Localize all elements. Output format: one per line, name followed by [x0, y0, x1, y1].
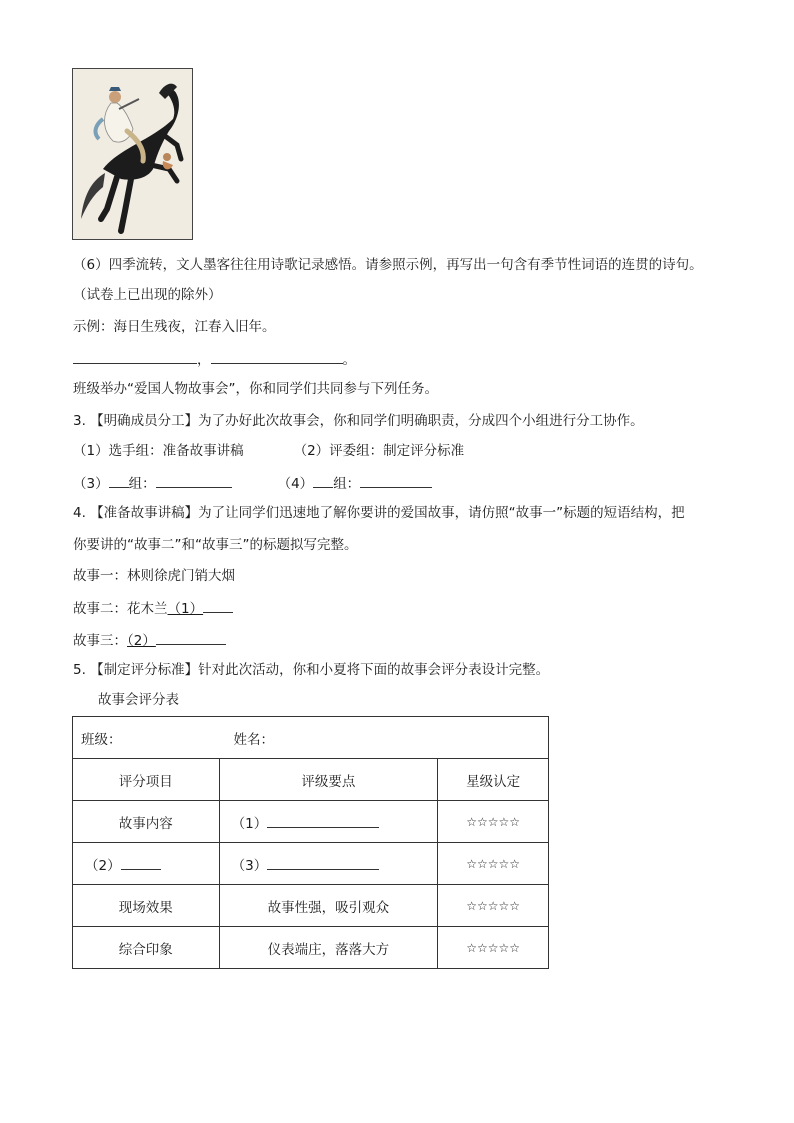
q4-story-3-marker: （2）: [127, 633, 156, 649]
row1-points-blank[interactable]: [267, 812, 379, 828]
q4-story-2-blank[interactable]: [203, 597, 233, 613]
intro-text: 班级举办“爱国人物故事会”，你和同学们共同参与下列任务。: [73, 381, 438, 397]
q4-story-2-label: 故事二：花木兰: [73, 601, 168, 617]
row3-stars: ☆☆☆☆☆: [438, 885, 549, 927]
row3-points: 故事性强，吸引观众: [219, 885, 438, 927]
header-item: 评分项目: [73, 759, 220, 801]
q3-group-3-label: （3）: [73, 476, 109, 492]
score-table-title: 故事会评分表: [98, 692, 179, 708]
row2-item-blank[interactable]: [121, 854, 161, 870]
q4-line1: 4. 【准备故事讲稿】为了让同学们迅速地了解你要讲的爱国故事，请仿照“故事一”标题的短语结构，把: [73, 505, 685, 521]
horse-rider-painting: [73, 69, 193, 240]
q6-line2: （试卷上已出现的除外）: [73, 287, 222, 303]
q3-text: 3. 【明确成员分工】为了办好此次故事会，你和同学们明确职责，分成四个小组进行分工协作。: [73, 413, 644, 429]
q3-group-3-blank[interactable]: [109, 472, 129, 488]
row4-item: 综合印象: [73, 927, 220, 969]
q6-comma: ，: [197, 352, 211, 368]
q6-line1: （6）四季流转，文人墨客往往用诗歌记录感悟。请参照示例，再写出一句含有季节性词语的连贯的诗句。: [73, 257, 703, 273]
row4-points: 仪表端庄，落落大方: [219, 927, 438, 969]
q6-example: 示例：海日生残夜，江春入旧年。: [73, 319, 276, 335]
q3-group-3-task-blank[interactable]: [156, 472, 232, 488]
q5-text: 5. 【制定评分标准】针对此次活动，你和小夏将下面的故事会评分表设计完整。: [73, 662, 550, 678]
q3-group-4-suffix: 组：: [333, 476, 361, 492]
q3-group-1: （1）选手组：准备故事讲稿: [73, 443, 244, 459]
row1-points-marker: （1）: [231, 815, 268, 832]
row1-item: 故事内容: [73, 801, 220, 843]
q4-story-2-marker: （1）: [167, 601, 204, 617]
q4-story-1: 故事一：林则徐虎门销大烟: [73, 568, 235, 584]
q3-group-4-label: （4）: [277, 476, 314, 492]
row2-points: [219, 843, 438, 885]
q6-blank-1[interactable]: [73, 348, 197, 364]
name-label: 姓名：: [233, 731, 274, 748]
q3-group-4-blank[interactable]: [313, 472, 333, 488]
row1-points: [219, 801, 438, 843]
row3-item: 现场效果: [73, 885, 220, 927]
q4-story-3-blank[interactable]: [156, 629, 226, 645]
header-stars: 星级认定: [438, 759, 549, 801]
table-row: [73, 843, 549, 885]
row2-stars: ☆☆☆☆☆: [438, 843, 549, 885]
table-row: [73, 927, 549, 969]
table-row: [73, 885, 549, 927]
row4-stars: ☆☆☆☆☆: [438, 927, 549, 969]
row2-points-blank[interactable]: [267, 854, 379, 870]
q4-story-3: [73, 629, 226, 651]
q3-group-3-suffix: 组：: [128, 476, 156, 492]
q4-line2: 你要讲的“故事二”和“故事三”的标题拟写完整。: [73, 537, 358, 553]
q4-story-3-label: 故事三：: [73, 633, 127, 649]
table-row: [73, 801, 549, 843]
q6-period: 。: [342, 352, 356, 368]
info-cell: [73, 717, 549, 759]
score-table-info-row: [73, 717, 549, 759]
q3-group-4-task-blank[interactable]: [360, 472, 432, 488]
row1-stars: ☆☆☆☆☆: [438, 801, 549, 843]
q4-story-2: [73, 597, 233, 619]
row2-item: [73, 843, 220, 885]
q3-groups-row2: [73, 472, 432, 494]
q6-blank-2[interactable]: [211, 348, 343, 364]
score-table: [72, 716, 549, 969]
class-label: 班级：: [81, 731, 122, 748]
illustration-rider-on-horse: [72, 68, 193, 240]
q3-group-2: （2）评委组：制定评分标准: [293, 443, 465, 459]
row2-points-marker: （3）: [231, 857, 268, 874]
score-table-header-row: [73, 759, 549, 801]
q6-answer-line: [73, 348, 356, 370]
row2-item-marker: （2）: [85, 857, 121, 874]
q3-groups-row1: [73, 441, 464, 461]
header-points: 评级要点: [219, 759, 438, 801]
